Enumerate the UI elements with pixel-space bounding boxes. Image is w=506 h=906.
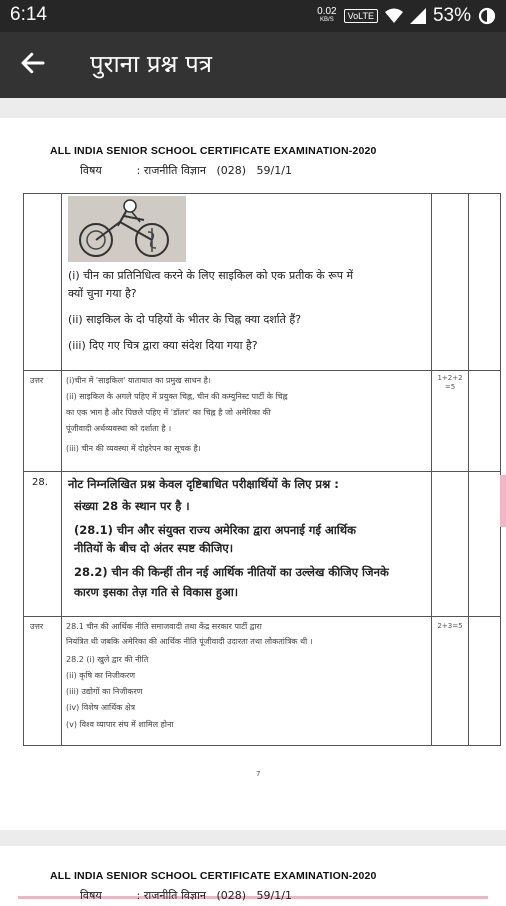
q28-line: 28.2) चीन की किन्हीं तीन नई आर्थिक नीतियों का उल्लेख कीजिए जिनके [74,565,389,579]
a27-line: (ii) साइकिल के अगले पहिए में प्रयुक्त चिह्न, चीन की कम्युनिस्ट पार्टी के चिह्न [66,392,288,401]
battery-percent: 53% [432,5,471,26]
battery-icon [478,7,496,25]
a27-line: का एक भाग है और पिछले पहिए में 'डॉलर' का चिह्न है जो अमेरिका की [66,408,271,417]
network-speed: 0.02 KB/S [317,6,337,23]
answer-label: उत्तर [30,622,44,631]
row-divider [24,616,500,617]
answer-label: उत्तर [30,376,44,385]
q27-part-2: (ii) साइकिल के दो पहियों के भीतर के चिह्न क्या दर्शाते हैं? [68,313,302,326]
q28-line: कारण इसका तेज़ गति से विकास हुआ। [74,585,239,599]
a27-line: पूंजीवादी अर्थव्यवस्था को दर्शाता है । [66,424,172,433]
a28-marks: 2+3=5 [437,622,463,630]
a28-line: 28.1 चीन की आर्थिक नीति समाजवादी तथा केंद्र सरकार पार्टी द्वारा [66,622,262,631]
q27-part-3: (iii) दिए गए चित्र द्वारा क्या संदेश दिया गया है? [68,339,258,352]
q27-part-1: (i) चीन का प्रतिनिधित्व करने के लिए साइकिल को एक प्रतीक के रूप में [68,269,354,282]
q28-line: संख्या 28 के स्थान पर है । [74,499,190,513]
row-divider [24,471,500,472]
clock: 6:14 [10,4,47,25]
column-divider [61,194,62,745]
a28-line: (iv) विशेष आर्थिक क्षेत्र [66,703,136,712]
a27-line: (i)चीन में 'साइकिल' यातायात का प्रमुख साधन है। [66,376,211,385]
a27-marks: 1+2+2 =5 [437,374,463,391]
a28-line: (iii) उद्योगों का निजीकरण [66,687,143,696]
document-page[interactable] [0,118,506,830]
q28-line: नीतियों के बीच दो अंतर स्पष्ट कीजिए। [74,541,234,555]
column-divider [468,194,469,745]
subject-line: विषय : राजनीति विज्ञान (028) 59/1/1 [80,164,292,177]
question-number: 28. [32,477,48,488]
scroll-indicator[interactable] [500,475,506,527]
app-bar [0,32,506,98]
status-icons [317,5,496,27]
document-page-2[interactable] [0,846,506,906]
question-table [23,193,501,746]
a28-line: नियंत्रित थी जबकि अमेरिका की आर्थिक नीति पूंजीवादी उदारता तथा लोकतांत्रिक थी । [66,637,313,646]
page-number: 7 [256,770,261,778]
exam-title: ALL INDIA SENIOR SCHOOL CERTIFICATE EXAMINATION-2020 [50,145,377,157]
subject-line: विषय : राजनीति विज्ञान (028) 59/1/1 [80,889,292,902]
a27-line: (iii) चीन की व्यवस्था में दोहरेपन का सूचक है। [66,444,201,453]
back-arrow-icon[interactable] [18,48,48,78]
signal-icon [410,8,426,24]
status-bar [0,0,506,32]
a28-line: (ii) कृषि का निजीकरण [66,671,136,680]
q27-part-1-cont: क्यों चुना गया है? [68,287,137,300]
exam-title: ALL INDIA SENIOR SCHOOL CERTIFICATE EXAMINATION-2020 [50,870,377,882]
volte-badge: VoLTE [344,9,378,23]
page-title: पुराना प्रश्न पत्र [90,50,212,78]
row-divider [24,370,500,371]
a28-line: 28.2 (i) खुले द्वार की नीति [66,655,149,664]
column-divider [431,194,432,745]
q28-line: (28.1) चीन और संयुक्त राज्य अमेरिका द्वारा अपनाई गई आर्थिक [74,523,356,537]
q28-line: नोट निम्नलिखित प्रश्न केवल दृष्टिबाधित परीक्षार्थियों के लिए प्रश्न : [68,477,339,491]
wifi-icon [385,8,403,24]
bicycle-cartoon-image [68,196,186,262]
a28-line: (v) विश्व व्यापार संघ में शामिल होना [66,720,174,729]
